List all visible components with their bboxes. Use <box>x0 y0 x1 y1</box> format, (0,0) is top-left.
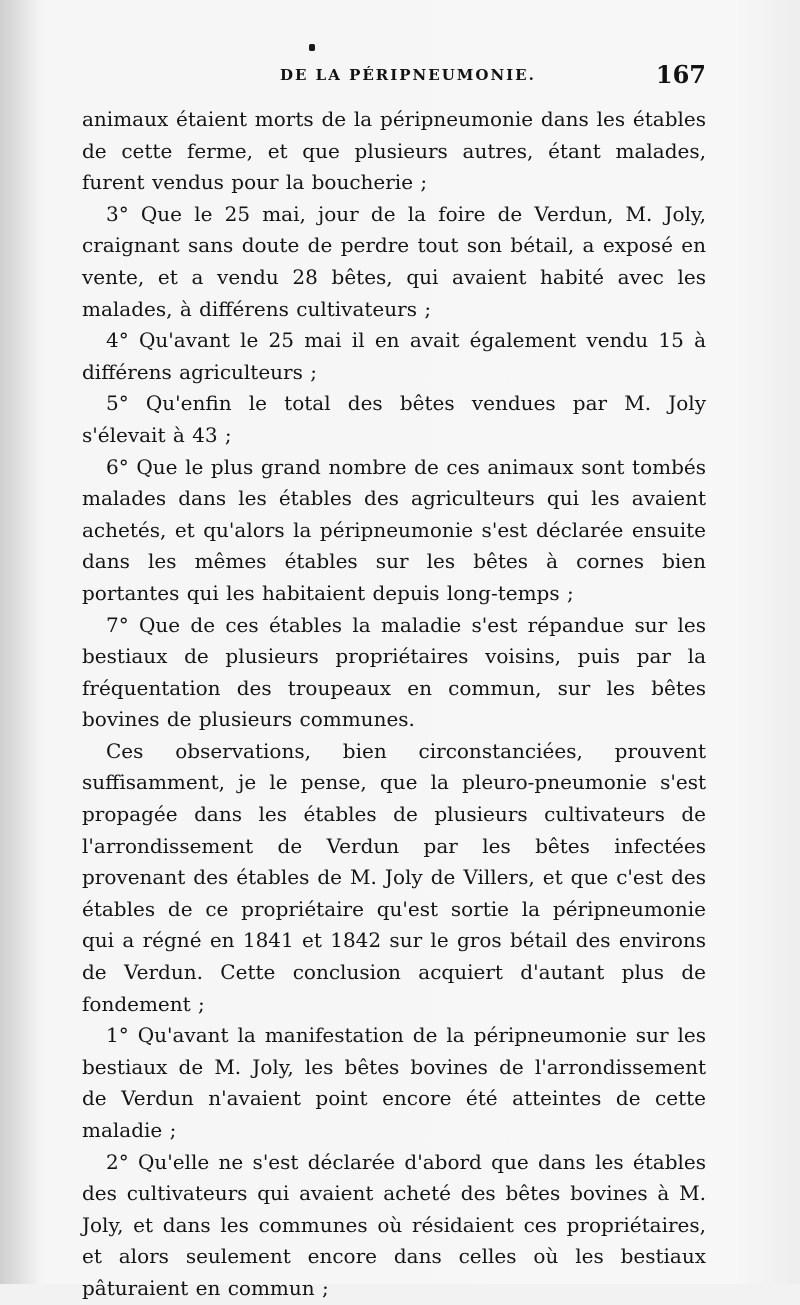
paragraph-item-7: 7° Que de ces étables la maladie s'est répandue sur les bestiaux de plusieurs propriétaires voisins, puis par la fréquentation des troupeaux en commun, sur les bêtes bovines de plusieurs communes. <box>82 612 706 732</box>
paragraph-item-3: 3° Que le 25 mai, jour de la foire de Verdun, M. Joly, craignant sans doute de perdre tout son bétail, a exposé en vente, et a vendu 28 bêtes, qui avaient habité avec les malades, à différens cultivateurs ; <box>82 201 706 321</box>
paragraph-item-6: 6° Que le plus grand nombre de ces animaux sont tombés malades dans les étables des agriculteurs qui les avaient achetés, et qu'alors la péripneumonie s'est déclarée ensuite dans les mêmes étables sur les bêtes à cornes bien portantes qui les habitaient depuis long-temps ; <box>82 454 706 605</box>
paragraph-item-1: 1° Qu'avant la manifestation de la péripneumonie sur les bestiaux de M. Joly, les bêtes bovines de l'arrondissement de Verdun n'avaient point encore été atteintes de cette maladie ; <box>82 1023 706 1142</box>
printer-ornament-mark <box>309 44 315 51</box>
page-number: 167 <box>655 60 706 89</box>
spine-shadow <box>0 0 40 1284</box>
paragraph-item-4: 4° Qu'avant le 25 mai il en avait également vendu 15 à différens agriculteurs ; <box>82 328 706 384</box>
paragraph-item-5: 5° Qu'enfin le total des bêtes vendues par M. Joly s'élevait à 43 ; <box>82 391 706 447</box>
paragraph-conclusion: Ces observations, bien circonstanciées, prouvent suffisamment, je le pense, que la pleuro-pneumonie s'est propagée dans les étables de plusieurs cultivateurs de l'arrondissement de Verdun par les bêtes infectées provenant des étables de M. Joly de Villers, et que c'est des étables de ce propriétaire qu'est sortie la péripneumonie qui a régné en 1841 et 1842 sur le gros bétail des environs de Verdun. Cette conclusion acquiert d'autant plus de fondement ; <box>82 738 706 1016</box>
paragraph-item-2: 2° Qu'elle ne s'est déclarée d'abord que dans les étables des cultivateurs qui avaient acheté des bêtes bovines à M. Joly, et dans les communes où résidaient ces propriétaires, et alors seulement encore dans celles où les bestiaux pâturaient en commun ; <box>82 1149 706 1300</box>
page-header <box>82 60 706 94</box>
running-head: DE LA PÉRIPNEUMONIE. <box>280 66 536 84</box>
paragraph: animaux étaient morts de la péripneumonie dans les étables de cette ferme, et que plusieurs autres, étant malades, furent vendus pour la boucherie ; <box>82 107 706 195</box>
body-text <box>82 104 706 1305</box>
